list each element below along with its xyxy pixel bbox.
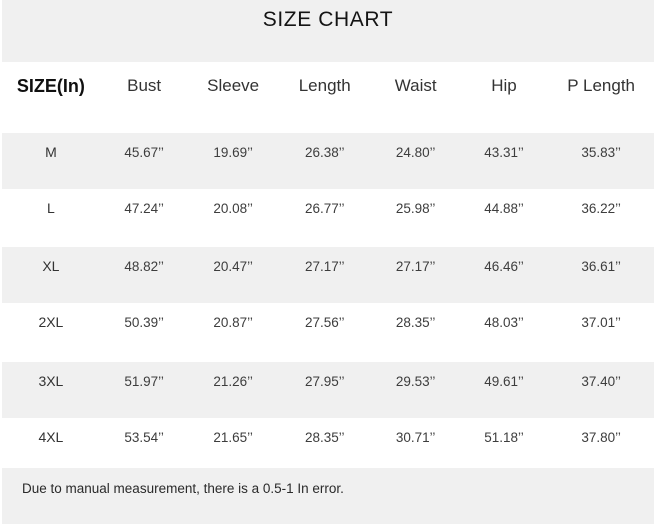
measurement-cell: 36.61’’ xyxy=(581,259,621,274)
column-header-waist: Waist xyxy=(394,76,437,95)
measurement-cell: 53.54’’ xyxy=(124,430,164,445)
note-band xyxy=(2,468,654,524)
measurement-cell: 43.31’’ xyxy=(484,145,524,160)
measurement-cell: 20.87’’ xyxy=(213,315,253,330)
measurement-cell: 26.77’’ xyxy=(304,201,345,216)
measurement-cell: 51.97’’ xyxy=(124,374,164,389)
column-header-bust: Bust xyxy=(127,76,162,95)
measurement-cell: 36.22’’ xyxy=(581,201,621,216)
size-label-cell: XL xyxy=(42,258,60,274)
measurement-cell: 28.35’’ xyxy=(304,430,345,445)
page-title: SIZE CHART xyxy=(262,8,394,31)
measurement-cell: 20.47’’ xyxy=(213,259,253,274)
measurement-cell: 27.56’’ xyxy=(304,315,345,330)
measurement-cell: 48.03’’ xyxy=(484,315,524,330)
column-header-hip: Hip xyxy=(491,76,517,95)
measurement-cell: 29.53’’ xyxy=(395,374,436,389)
measurement-cell: 35.83’’ xyxy=(581,145,621,160)
table-header-row xyxy=(2,62,654,133)
size-label-cell: M xyxy=(45,144,57,160)
measurement-cell: 45.67’’ xyxy=(124,145,164,160)
table-row-l xyxy=(2,189,654,247)
size-label-cell: 3XL xyxy=(38,373,64,389)
measurement-cell: 26.38’’ xyxy=(304,145,345,160)
title-band xyxy=(2,0,654,62)
measurement-cell: 51.18’’ xyxy=(484,430,524,445)
column-header-size: SIZE(In) xyxy=(16,76,85,96)
measurement-cell: 48.82’’ xyxy=(124,259,164,274)
measurement-cell: 21.65’’ xyxy=(213,430,253,445)
size-label-cell: 2XL xyxy=(38,314,64,330)
measurement-cell: 20.08’’ xyxy=(213,201,253,216)
measurement-cell: 37.80’’ xyxy=(581,430,621,445)
measurement-cell: 50.39’’ xyxy=(124,315,164,330)
size-label-cell: L xyxy=(47,200,55,216)
measurement-cell: 24.80’’ xyxy=(395,145,436,160)
table-row-4xl xyxy=(2,418,654,468)
measurement-cell: 19.69’’ xyxy=(213,145,253,160)
measurement-cell: 25.98’’ xyxy=(395,201,436,216)
measurement-cell: 49.61’’ xyxy=(484,374,524,389)
measurement-cell: 27.17’’ xyxy=(304,259,345,274)
measurement-cell: 30.71’’ xyxy=(395,430,436,445)
column-header-length: Length xyxy=(298,76,351,95)
measurement-note: Due to manual measurement, there is a 0.5-1 In error. xyxy=(22,481,344,496)
measurement-cell: 21.26’’ xyxy=(213,374,253,389)
measurement-cell: 27.95’’ xyxy=(304,374,345,389)
table-row-m xyxy=(2,133,654,189)
measurement-cell: 37.01’’ xyxy=(581,315,621,330)
measurement-cell: 37.40’’ xyxy=(581,374,621,389)
measurement-cell: 47.24’’ xyxy=(124,201,164,216)
measurement-cell: 44.88’’ xyxy=(484,201,524,216)
column-header-sleeve: Sleeve xyxy=(207,76,260,95)
table-row-xl xyxy=(2,247,654,303)
table-row-3xl xyxy=(2,362,654,418)
table-row-2xl xyxy=(2,303,654,362)
measurement-cell: 27.17’’ xyxy=(395,259,436,274)
column-header-p-length: P Length xyxy=(567,76,636,95)
measurement-cell: 28.35’’ xyxy=(395,315,436,330)
measurement-cell: 46.46’’ xyxy=(484,259,524,274)
size-label-cell: 4XL xyxy=(38,429,64,445)
